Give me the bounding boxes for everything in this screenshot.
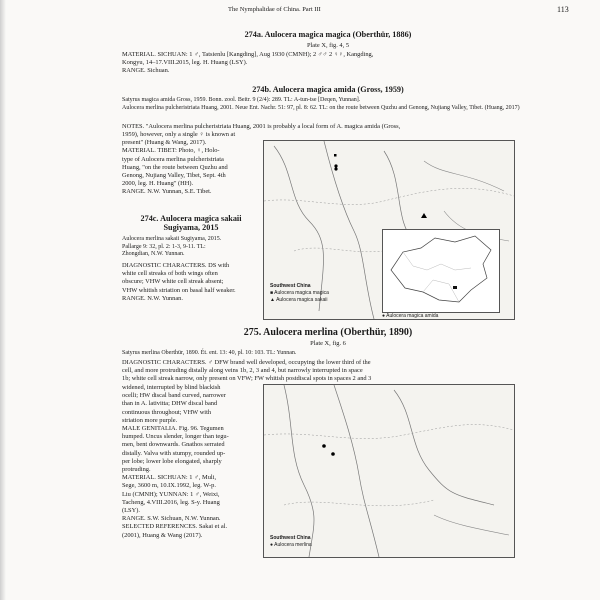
material-274b-line2: type of Aulocera merlina pulcheristriata <box>122 155 224 163</box>
legend-item-merlina: ● Aulocera merlina <box>270 542 312 548</box>
section-title-274b: 274b. Aulocera magica amida (Gross, 1959) <box>252 85 404 94</box>
page-gutter-shadow <box>0 0 6 600</box>
map-275-legend <box>270 535 380 549</box>
genitalia-275-line3: men, bent downwards. Gnathos serrated <box>122 441 225 449</box>
diagnosis-274c <box>122 262 260 303</box>
references-275-line2: (2001), Huang & Wang (2017). <box>122 531 203 539</box>
synonymy-274c <box>122 236 260 259</box>
material-274b-line4: Genong, Nujiang Valley, Tibet, Sept. 4th <box>122 172 226 180</box>
map-275-drawing <box>264 385 514 557</box>
map-marker-square <box>334 154 337 157</box>
plate-ref-274a: Plate X, fig. 4, 5 <box>306 42 350 49</box>
diagnosis-275-line1: DIAGNOSTIC CHARACTERS. ♂ DFW brand well developed, occupying the lower third of the <box>122 359 371 366</box>
diagnosis-275-line3: 1b; white cell streak narrow, only present on VFW; FW whitish postdiscal spots in spaces 2 and 3 <box>122 375 372 383</box>
diagnosis-275-line2: cell, and more protruding distally along veins 1b, 2, 3 and 4, but narrowly interrupted in space <box>122 367 363 375</box>
left-column-275 <box>122 384 260 540</box>
legend-item-amida: ● Aulocera magica amida <box>382 313 439 319</box>
material-275-line3: Liu (CMNH); YUNNAN: 1 ♂, Weixi, <box>122 490 220 498</box>
synonymy-275: Satyrus merlina Oberthür, 1890. Ét. ent. 13: 40, pl. 10: 103. TL: Yunnan. <box>122 350 297 356</box>
legend-item-magica: ■ Aulocera magica magica <box>270 290 329 296</box>
material-274b-line1: MATERIAL. TIBET: Photo, ♀, Holo- <box>122 147 220 155</box>
genitalia-275-line2: humped. Uncus slender, longer than tegu- <box>122 433 229 441</box>
material-275-line5: (LSY). <box>122 507 140 515</box>
notes-274b-line2: 1959), however, only a single ♀ is known at <box>122 131 236 138</box>
section-title-274c <box>122 214 260 232</box>
material-275-line1: MATERIAL. SICHUAN: 1 ♂, Muli, <box>122 474 217 482</box>
diagnosis-275-line6: than in A. lativitta; DHW discal band <box>122 400 218 408</box>
synonym-274c-1: Aulocera merlina sakaii Sugiyama, 2015. <box>122 236 222 242</box>
references-275-line1: SELECTED REFERENCES. Sakai et al. <box>122 523 228 531</box>
notes-274b-line3: present" (Huang & Wang, 2017). <box>122 139 207 147</box>
synonymy-274b <box>122 97 562 112</box>
plate-ref-275: Plate X, fig. 6 <box>310 340 346 347</box>
notes-274b <box>122 123 562 131</box>
running-header: The Nymphalidae of China. Part III <box>228 6 321 13</box>
left-column-274b <box>122 131 260 197</box>
map-marker-triangle <box>421 213 427 218</box>
map-marker-dot <box>334 164 337 167</box>
genitalia-275-line1: MALE GENITALIA. Fig. 96. Tegumen <box>122 425 224 433</box>
map-275-region-label: Southwest China <box>270 535 311 541</box>
range-274b: RANGE. N.W. Yunnan, S.E. Tibet. <box>122 188 212 196</box>
diagnosis-275-line4: widened, interrupted by blind blackish <box>122 384 221 391</box>
legend-label-sakaii: Aulocera magica sakaii <box>276 297 328 303</box>
legend-label-magica: Aulocera magica magica <box>274 290 329 296</box>
range-274a: RANGE. Sichuan. <box>122 67 170 75</box>
map-marker-dot <box>334 167 337 170</box>
genitalia-275-line6: protruding. <box>122 466 151 474</box>
china-outline <box>383 230 499 312</box>
range-274c: RANGE. N.W. Yunnan. <box>122 294 183 302</box>
synonym-274c-3: Zhongdian, N.W. Yunnan. <box>122 251 185 258</box>
diagnosis-275-line7: continuous throughout; VHW with <box>122 408 212 416</box>
legend-item-sakaii: ▲ Aulocera magica sakaii <box>270 297 328 303</box>
china-inset-map <box>382 229 500 313</box>
material-275-line4: Tacheng, 4.VIII.2016, leg. S-y. Huang <box>122 498 220 506</box>
material-274a-line2: Kongyu, 14–17.VIII.2015, leg. H. Huang (LSY). <box>122 59 248 67</box>
range-275: RANGE. S.W. Sichuan, N.W. Yunnan. <box>122 515 221 523</box>
genitalia-275-line5: per lobe; lower lobe elongated, sharply <box>122 457 222 465</box>
distribution-map-275 <box>263 384 515 558</box>
section-title-274a: 274a. Aulocera magica magica (Oberthür, 1886) <box>244 30 412 39</box>
map-274-legend <box>270 283 380 304</box>
diagnosis-274c-line4: VHW whitish striation on basal half weaker. <box>122 286 236 294</box>
inset-region-marker <box>453 286 457 289</box>
synonym-274b-2: Aulocera merlina pulcheristriata Huang, 2001. Neue Ent. Nachr. 51: 97, pl. 8: 62. TL: on the route between Quzhu and Genong, Nujiang Valley, Tibet. (Huang, 2017) <box>122 104 520 111</box>
synonym-274c-2: Pallarge 9: 32, pl. 2: 1-3, 9-11. TL: <box>122 243 206 250</box>
material-274b-line5: 2000, leg. H. Huang" (HH). <box>122 180 194 188</box>
page-number: 113 <box>557 5 569 14</box>
map-marker-dot <box>322 444 326 448</box>
diagnosis-274c-line3: obscure; VHW white cell streak absent; <box>122 278 224 286</box>
material-274a <box>122 51 562 76</box>
section-title-274c-line1: 274c. Aulocera magica sakaii <box>140 214 242 223</box>
synonym-274b-1: Satyrus magica amida Gross, 1959. Bonn. zool. Beitr. 9 (2/4): 289. TL: A-tun-tse [Deqen, Yunnan]. <box>122 97 361 103</box>
map-marker-dot <box>331 452 335 456</box>
map-274-region-label: Southwest China <box>270 283 311 289</box>
genitalia-275-line4: distally. Valva with stumpy, rounded up- <box>122 449 226 457</box>
diagnosis-274c-line1: DIAGNOSTIC CHARACTERS. DS with <box>122 262 230 269</box>
diagnosis-275-full <box>122 359 562 384</box>
material-275-line2: Sege, 3600 m, 10.IX.1992, leg. W-p. <box>122 482 216 490</box>
section-title-274c-line2: Sugiyama, 2015 <box>163 223 219 232</box>
legend-label-amida: Aulocera magica amida <box>386 313 439 319</box>
material-274a-line1: MATERIAL. SICHUAN: 1 ♂, Tatsienlu [Kangding], Aug 1930 (CMNH); 2 ♂♂ 2 ♀♀, Kangding, <box>122 51 374 58</box>
section-title-275: 275. Aulocera merlina (Oberthür, 1890) <box>243 327 413 338</box>
legend-label-merlina: Aulocera merlina <box>274 542 312 548</box>
diagnosis-274c-line2: white cell streaks of both wings often <box>122 270 218 278</box>
distribution-map-274 <box>263 140 515 320</box>
diagnosis-275-line5: ocelli; HW discal band curved, narrower <box>122 392 226 400</box>
notes-274b-line1: NOTES. "Aulocera merlina pulcheristriata Huang, 2001 is probably a local form of A. magica amida (Gross, <box>122 123 401 130</box>
material-274b-line3: Huang, "on the route between Quzhu and <box>122 163 228 171</box>
diagnosis-275-line8: striation more purple. <box>122 416 178 424</box>
